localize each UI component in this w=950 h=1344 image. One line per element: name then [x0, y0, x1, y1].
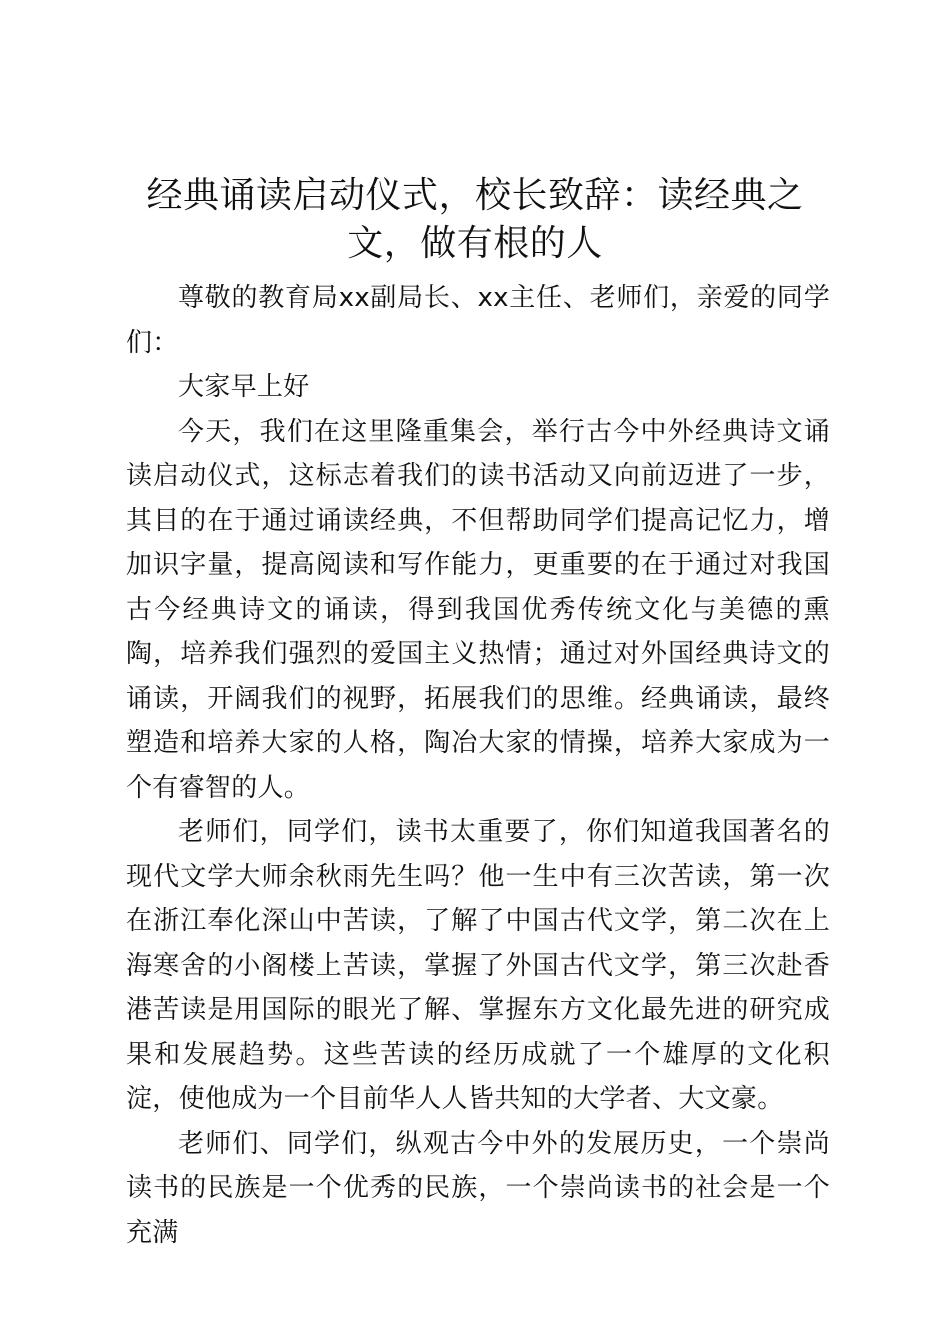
document-body — [126, 276, 830, 1255]
document-title: 经典诵读启动仪式，校长致辞：读经典之文，做有根的人 — [146, 175, 804, 264]
paragraph-greeting: 大家早上好 — [178, 372, 310, 402]
paragraph-history: 老师们、同学们，纵观古今中外的发展历史，一个崇尚读书的民族是一个优秀的民族，一个崇尚读书的社会是一个充满 — [126, 1128, 830, 1248]
paragraph-ceremony: 今天，我们在这里隆重集会，举行古今中外经典诗文诵读启动仪式，这标志着我们的读书活动又向前迈进了一步，其目的在于通过诵读经典，不但帮助同学们提高记忆力，增加识字量，提高阅读和写作能力，更重要的在于通过对我国古今经典诗文的诵读，得到我国优秀传统文化与美德的熏陶，培养我们强烈的爱国主义热情；通过对外国经典诗文的诵读，开阔我们的视野，拓展我们的思维。经典诵读，最终塑造和培养大家的人格，陶冶大家的情操，培养大家成为一个有睿智的人。 — [126, 416, 830, 803]
paragraph-yu-qiuyu: 老师们，同学们，读书太重要了，你们知道我国著名的现代文学大师余秋雨先生吗？他一生中有三次苦读，第一次在浙江奉化深山中苦读，了解了中国古代文学，第二次在上海寒舍的小阁楼上苦读，掌握了外国古代文学，第三次赴香港苦读是用国际的眼光了解、掌握东方文化最先进的研究成果和发展趋势。这些苦读的经历成就了一个雄厚的文化积淀，使他成为一个目前华人人皆共知的大学者、大文豪。 — [126, 817, 830, 1114]
paragraph-salutation: 尊敬的教育局xx副局长、xx主任、老师们，亲爱的同学们： — [126, 283, 830, 358]
